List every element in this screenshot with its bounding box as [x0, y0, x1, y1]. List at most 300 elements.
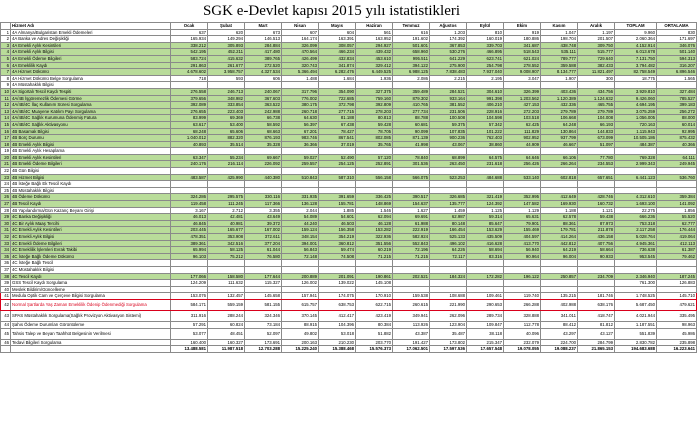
average-cell: 327.484	[657, 88, 697, 95]
value-cell: 228.916	[467, 108, 504, 115]
value-cell: 76.580	[245, 253, 282, 260]
value-cell: 107.835	[430, 128, 467, 135]
table-row	[1, 194, 697, 201]
service-name: 4C Emeklilik İşlemleri Evrak Takibi	[11, 247, 171, 254]
table-row	[1, 201, 697, 208]
value-cell: 622.715	[356, 299, 393, 310]
value-cell: 542.195	[171, 49, 208, 56]
value-cell: 158.580	[208, 273, 245, 280]
table-row	[1, 69, 697, 76]
row-number	[1, 346, 11, 353]
row-number: 11	[1, 95, 11, 102]
average-cell: 479.621	[657, 299, 697, 310]
table-row	[1, 29, 697, 36]
value-cell: 201.091	[319, 273, 356, 280]
value-cell: 104.396	[319, 321, 356, 328]
total-cell	[615, 168, 657, 175]
table-row	[1, 102, 697, 109]
value-cell: 407.756	[578, 240, 615, 247]
value-cell: 111.632	[208, 280, 245, 287]
value-cell: 177.066	[171, 273, 208, 280]
value-cell	[393, 168, 430, 175]
service-name: 4A Emeklilik Kaydı	[11, 62, 171, 69]
value-cell: 37.019	[319, 141, 356, 148]
average-cell: 419.064	[657, 234, 697, 241]
value-cell: 559.159	[208, 299, 245, 310]
total-cell: 2.346.940	[615, 273, 657, 280]
value-cell: 35.487	[430, 328, 467, 339]
average-cell	[657, 82, 697, 89]
value-cell	[245, 286, 282, 293]
value-cell: 53.400	[208, 121, 245, 128]
value-cell: 164.174	[282, 36, 319, 43]
service-name: 4A Hizmet Dökümü Belge Sorgulama	[11, 75, 171, 82]
value-cell: 602.818	[541, 174, 578, 181]
average-cell: 187.245	[657, 273, 697, 280]
value-cell: 379.656	[171, 95, 208, 102]
value-cell: 425.990	[208, 174, 245, 181]
table-row	[1, 95, 697, 102]
value-cell: 353.908	[208, 234, 245, 241]
value-cell: 65.606	[208, 128, 245, 135]
value-cell: 174.075	[319, 293, 356, 300]
value-cell: 81.188	[319, 115, 356, 122]
row-number: 14	[1, 115, 11, 122]
value-cell: 144.833	[578, 128, 615, 135]
value-cell: 119.740	[504, 293, 541, 300]
value-cell: 759.160	[356, 95, 393, 102]
value-cell: 111.829	[504, 128, 541, 135]
statistics-table	[0, 22, 697, 353]
value-cell: 593	[208, 75, 245, 82]
value-cell: 452.211	[208, 49, 245, 56]
value-cell: 1.885	[319, 207, 356, 214]
table-row	[1, 141, 697, 148]
average-cell: 399.183	[657, 102, 697, 109]
total-cell: 4.945.361	[615, 240, 657, 247]
column-header: Ekim	[504, 23, 541, 30]
value-cell: 72.196	[393, 247, 430, 254]
value-cell: 381.552	[430, 102, 467, 109]
value-cell: 983.746	[282, 135, 319, 142]
average-cell	[657, 187, 697, 194]
value-cell: 67.438	[319, 121, 356, 128]
service-name: 4A Hizmet Dökümü	[11, 69, 171, 76]
statistics-sheet	[0, 22, 695, 353]
value-cell	[393, 187, 430, 194]
value-cell	[430, 286, 467, 293]
table-row	[1, 128, 697, 135]
value-cell: 250.857	[541, 273, 578, 280]
value-cell: 174.392	[430, 36, 467, 43]
average-cell: 60.014	[657, 121, 697, 128]
service-name: 4A Emekli Aylık Kesintileri	[11, 42, 171, 49]
value-cell	[578, 168, 615, 175]
value-cell: 153.629	[467, 227, 504, 234]
value-cell: 496.102	[430, 240, 467, 247]
value-cell: 64.630	[282, 115, 319, 122]
value-cell	[430, 82, 467, 89]
value-cell	[245, 266, 282, 273]
table-row	[1, 121, 697, 128]
row-number: 25	[1, 187, 11, 194]
value-cell: 71.215	[393, 253, 430, 260]
value-cell: 60.824	[208, 321, 245, 328]
value-cell	[356, 286, 393, 293]
value-cell: 63.617	[171, 121, 208, 128]
value-cell: 62.094	[356, 214, 393, 221]
value-cell: 1.936	[356, 75, 393, 82]
value-cell	[282, 187, 319, 194]
value-cell: 525.133	[430, 234, 467, 241]
row-number: 30	[1, 220, 11, 227]
value-cell: 231.618	[467, 161, 504, 168]
value-cell: 566.075	[393, 174, 430, 181]
value-cell: 223.403	[208, 108, 245, 115]
table-row	[1, 181, 697, 188]
value-cell: 64.575	[467, 154, 504, 161]
value-cell	[245, 260, 282, 267]
value-cell: 348.154	[282, 234, 319, 241]
value-cell: 423.419	[356, 310, 393, 321]
value-cell: 348.982	[208, 95, 245, 102]
value-cell: 41.998	[393, 141, 430, 148]
table-row	[1, 299, 697, 310]
value-cell: 352.995	[504, 194, 541, 201]
value-cell: 48.451	[208, 328, 245, 339]
value-cell: 776.002	[282, 95, 319, 102]
value-cell	[578, 280, 615, 287]
value-cell: 6.282.476	[319, 69, 356, 76]
total-cell: 1.693.100	[615, 201, 657, 208]
value-cell: 324.286	[171, 194, 208, 201]
value-cell	[578, 148, 615, 155]
value-cell: 1.121	[578, 207, 615, 214]
value-cell	[393, 82, 430, 89]
value-cell: 252.891	[356, 161, 393, 168]
service-name: Şahıs Ödeme Durumları Görüntüleme	[11, 321, 171, 328]
value-cell	[208, 82, 245, 89]
value-cell: 327.375	[356, 88, 393, 95]
value-cell: 157.941	[282, 293, 319, 300]
value-cell: 67.201	[282, 128, 319, 135]
value-cell: 301.536	[393, 161, 430, 168]
average-cell: 1.856	[657, 207, 697, 214]
value-cell: 382.433	[578, 62, 615, 69]
value-cell: 291.863	[171, 62, 208, 69]
total-cell: 4.312.610	[615, 194, 657, 201]
value-cell: 53.077	[171, 328, 208, 339]
total-cell: 5.687.450	[615, 299, 657, 310]
value-cell: 55.234	[208, 154, 245, 161]
value-cell: 370.145	[282, 310, 319, 321]
value-cell	[393, 280, 430, 287]
value-cell	[282, 148, 319, 155]
value-cell: 991.398	[467, 95, 504, 102]
service-name: 4B Gün Bilgisi	[11, 168, 171, 175]
value-cell: 453.610	[356, 55, 393, 62]
value-cell: 65.994	[171, 247, 208, 254]
value-cell: 242.988	[245, 108, 282, 115]
service-name: 4C Emekli Aylık Kesintileri	[11, 227, 171, 234]
value-cell: 718	[171, 75, 208, 82]
value-cell: 46.128	[356, 220, 393, 227]
service-name: 4A/4B/4C Muayene Katılım Payı Sorgulama	[11, 108, 171, 115]
value-cell: 530.276	[430, 49, 467, 56]
table-header-row	[1, 23, 697, 30]
value-cell: 59.375	[430, 121, 467, 128]
value-cell: 159.124	[282, 227, 319, 234]
table-row	[1, 339, 697, 346]
value-cell: 937.799	[541, 135, 578, 142]
value-cell: 60.681	[393, 121, 430, 128]
service-name: 4B Yapılandırma/Gün Kazanç Beyanı Girişi	[11, 207, 171, 214]
total-cell	[615, 286, 657, 293]
value-cell: 322.936	[356, 234, 393, 241]
value-cell: 113.926	[393, 321, 430, 328]
column-header: Mayıs	[319, 23, 356, 30]
value-cell: 169.930	[541, 201, 578, 208]
value-cell: 254.798	[467, 62, 504, 69]
value-cell: 19.088.237	[541, 346, 578, 353]
value-cell: 410.765	[393, 102, 430, 109]
value-cell: 276.558	[171, 88, 208, 95]
value-cell: 232.079	[504, 339, 541, 346]
total-cell: 4.152.914	[615, 42, 657, 49]
service-name: 4C Müstahaklık Bilgisi	[11, 266, 171, 273]
value-cell: 412.417	[319, 310, 356, 321]
value-cell: 57.291	[171, 321, 208, 328]
value-cell	[208, 266, 245, 273]
value-cell: 135.777	[430, 201, 467, 208]
value-cell: 240.067	[245, 88, 282, 95]
table-row	[1, 82, 697, 89]
value-cell: 607	[282, 29, 319, 36]
value-cell: 583.724	[171, 55, 208, 62]
value-cell: 42.481	[208, 214, 245, 221]
value-cell: 96.004	[541, 253, 578, 260]
value-cell: 78.705	[356, 128, 393, 135]
value-cell: 15.225.240	[282, 346, 319, 353]
value-cell	[282, 266, 319, 273]
value-cell: 262.096	[430, 310, 467, 321]
service-name: 4B Emekli Aylık Kesintileri	[11, 154, 171, 161]
row-number: 29	[1, 214, 11, 221]
value-cell: 17.657.548	[467, 346, 504, 353]
value-cell: 1.203	[430, 29, 467, 36]
row-number: 21	[1, 161, 11, 168]
value-cell	[245, 82, 282, 89]
table-body	[1, 29, 697, 352]
row-number: 3	[1, 42, 11, 49]
value-cell: 637	[171, 29, 208, 36]
value-cell: 615.757	[282, 299, 319, 310]
value-cell	[541, 168, 578, 175]
value-cell: 416.628	[467, 240, 504, 247]
value-cell: 9.008.907	[504, 69, 541, 76]
row-number: 28	[1, 207, 11, 214]
value-cell: 290.653	[467, 299, 504, 310]
value-cell: 179.781	[541, 227, 578, 234]
table-row	[1, 273, 697, 280]
value-cell	[541, 260, 578, 267]
value-cell: 90.099	[393, 128, 430, 135]
value-cell: 278.203	[356, 108, 393, 115]
page-title: SGK e-Devlet kapısı 2015 yılı istatistikleri	[202, 3, 461, 19]
value-cell	[319, 286, 356, 293]
service-name: Tedavi Bilgileri Sorgulama	[11, 339, 171, 346]
average-cell: 536.760	[657, 174, 697, 181]
table-row	[1, 135, 697, 142]
value-cell: 46.013	[171, 214, 208, 221]
value-cell: 722.685	[319, 95, 356, 102]
value-cell: 879.302	[393, 95, 430, 102]
value-cell: 15.388.468	[319, 346, 356, 353]
value-cell	[430, 148, 467, 155]
value-cell: 995.511	[393, 55, 430, 62]
value-cell	[319, 260, 356, 267]
total-cell: 5.028.764	[615, 234, 657, 241]
column-header: Hizmet Adı	[11, 23, 171, 30]
value-cell: 181.746	[578, 293, 615, 300]
value-cell: 80.148	[430, 220, 467, 227]
total-cell: 2.117.258	[615, 227, 657, 234]
value-cell: 266.264	[541, 161, 578, 168]
value-cell: 100.508	[430, 115, 467, 122]
value-cell: 4.678.602	[171, 69, 208, 76]
value-cell: 64.646	[504, 154, 541, 161]
value-cell	[282, 181, 319, 188]
average-cell: 16.223.641	[657, 346, 697, 353]
column-header: Mart	[245, 23, 282, 30]
value-cell	[356, 181, 393, 188]
value-cell: 54.089	[282, 214, 319, 221]
table-row	[1, 187, 697, 194]
value-cell: 470.564	[282, 49, 319, 56]
value-cell	[467, 82, 504, 89]
value-cell: 394.001	[282, 240, 319, 247]
row-number: 5	[1, 55, 11, 62]
column-header	[1, 23, 11, 30]
value-cell: 339.703	[467, 42, 504, 49]
value-cell: 288.244	[208, 310, 245, 321]
value-cell: 372.611	[245, 234, 282, 241]
total-cell: 4.021.944	[615, 310, 657, 321]
total-row	[1, 346, 697, 353]
value-cell: 359.489	[393, 88, 430, 95]
row-number: 1	[1, 29, 11, 36]
value-cell: 115.327	[245, 280, 282, 287]
value-cell: 3.355	[245, 207, 282, 214]
value-cell: 90.933	[578, 253, 615, 260]
value-cell: 1.047	[541, 29, 578, 36]
value-cell	[208, 286, 245, 293]
value-cell: 294.927	[356, 42, 393, 49]
row-number: 9	[1, 82, 11, 89]
service-name: 4B Emekli Aylık Bilgisi	[11, 141, 171, 148]
value-cell: 263.450	[430, 161, 467, 168]
value-cell: 111.245	[208, 201, 245, 208]
value-cell	[282, 260, 319, 267]
value-cell: 272.520	[245, 62, 282, 69]
value-cell: 36.366	[282, 141, 319, 148]
total-cell: 761.300	[615, 280, 657, 287]
table-row	[1, 253, 697, 260]
value-cell: 130.864	[541, 128, 578, 135]
value-cell: 59.027	[282, 154, 319, 161]
value-cell: 43.387	[393, 328, 430, 339]
value-cell	[578, 266, 615, 273]
value-cell: 810	[467, 29, 504, 36]
column-header: Aralık	[578, 23, 615, 30]
table-row	[1, 154, 697, 161]
value-cell: 222.919	[393, 227, 430, 234]
average-cell: 830	[657, 29, 697, 36]
value-cell: 35.765	[356, 141, 393, 148]
average-cell: 92.995	[657, 128, 697, 135]
value-cell	[578, 260, 615, 267]
value-cell: 413.770	[504, 240, 541, 247]
value-cell: 43.297	[541, 328, 578, 339]
value-cell: 211.878	[578, 227, 615, 234]
value-cell: 58.592	[245, 121, 282, 128]
service-name: GSS Tescil Kaydı Sorgulama	[11, 280, 171, 287]
value-cell: 919	[504, 29, 541, 36]
value-cell: 145.658	[245, 293, 282, 300]
table-row	[1, 49, 697, 56]
total-cell: 9.960	[615, 29, 657, 36]
value-cell: 342.516	[208, 240, 245, 247]
average-cell: 126.883	[657, 280, 697, 287]
value-cell: 330.116	[245, 194, 282, 201]
total-cell: 1.056.005	[615, 115, 657, 122]
value-cell: 68.899	[430, 154, 467, 161]
value-cell: 198.704	[541, 36, 578, 43]
value-cell: 61.044	[245, 247, 282, 254]
value-cell: 78.840	[393, 154, 430, 161]
row-number: 34	[1, 247, 11, 254]
value-cell: 620	[208, 29, 245, 36]
value-cell: 126.002	[282, 280, 319, 287]
value-cell	[356, 82, 393, 89]
value-cell	[430, 260, 467, 267]
average-cell: 316.207	[657, 62, 697, 69]
value-cell: 66.106	[541, 154, 578, 161]
table-row	[1, 55, 697, 62]
value-cell: 284.799	[578, 339, 615, 346]
value-cell: 428.746	[578, 194, 615, 201]
value-cell: 165.677	[208, 227, 245, 234]
value-cell: 876.193	[245, 135, 282, 142]
value-cell: 57.120	[356, 154, 393, 161]
value-cell: 119.458	[171, 201, 208, 208]
table-row	[1, 214, 697, 221]
value-cell: 552.843	[393, 240, 430, 247]
value-cell: 7.838.483	[430, 69, 467, 76]
value-cell	[504, 286, 541, 293]
value-cell: 359.588	[541, 62, 578, 69]
column-header: Eylül	[467, 23, 504, 30]
value-cell: 402.988	[541, 299, 578, 310]
value-cell: 109.461	[467, 293, 504, 300]
value-cell: 417.480	[245, 49, 282, 56]
value-cell: 177.644	[245, 273, 282, 280]
service-name: Normal Şartlarda Yaş Zaman Emeklilik Ödenip Ödenmediği Sorgulama	[11, 299, 171, 310]
table-row	[1, 240, 697, 247]
value-cell: 43.127	[578, 328, 615, 339]
value-cell: 153.076	[171, 293, 208, 300]
value-cell: 326.099	[282, 42, 319, 49]
